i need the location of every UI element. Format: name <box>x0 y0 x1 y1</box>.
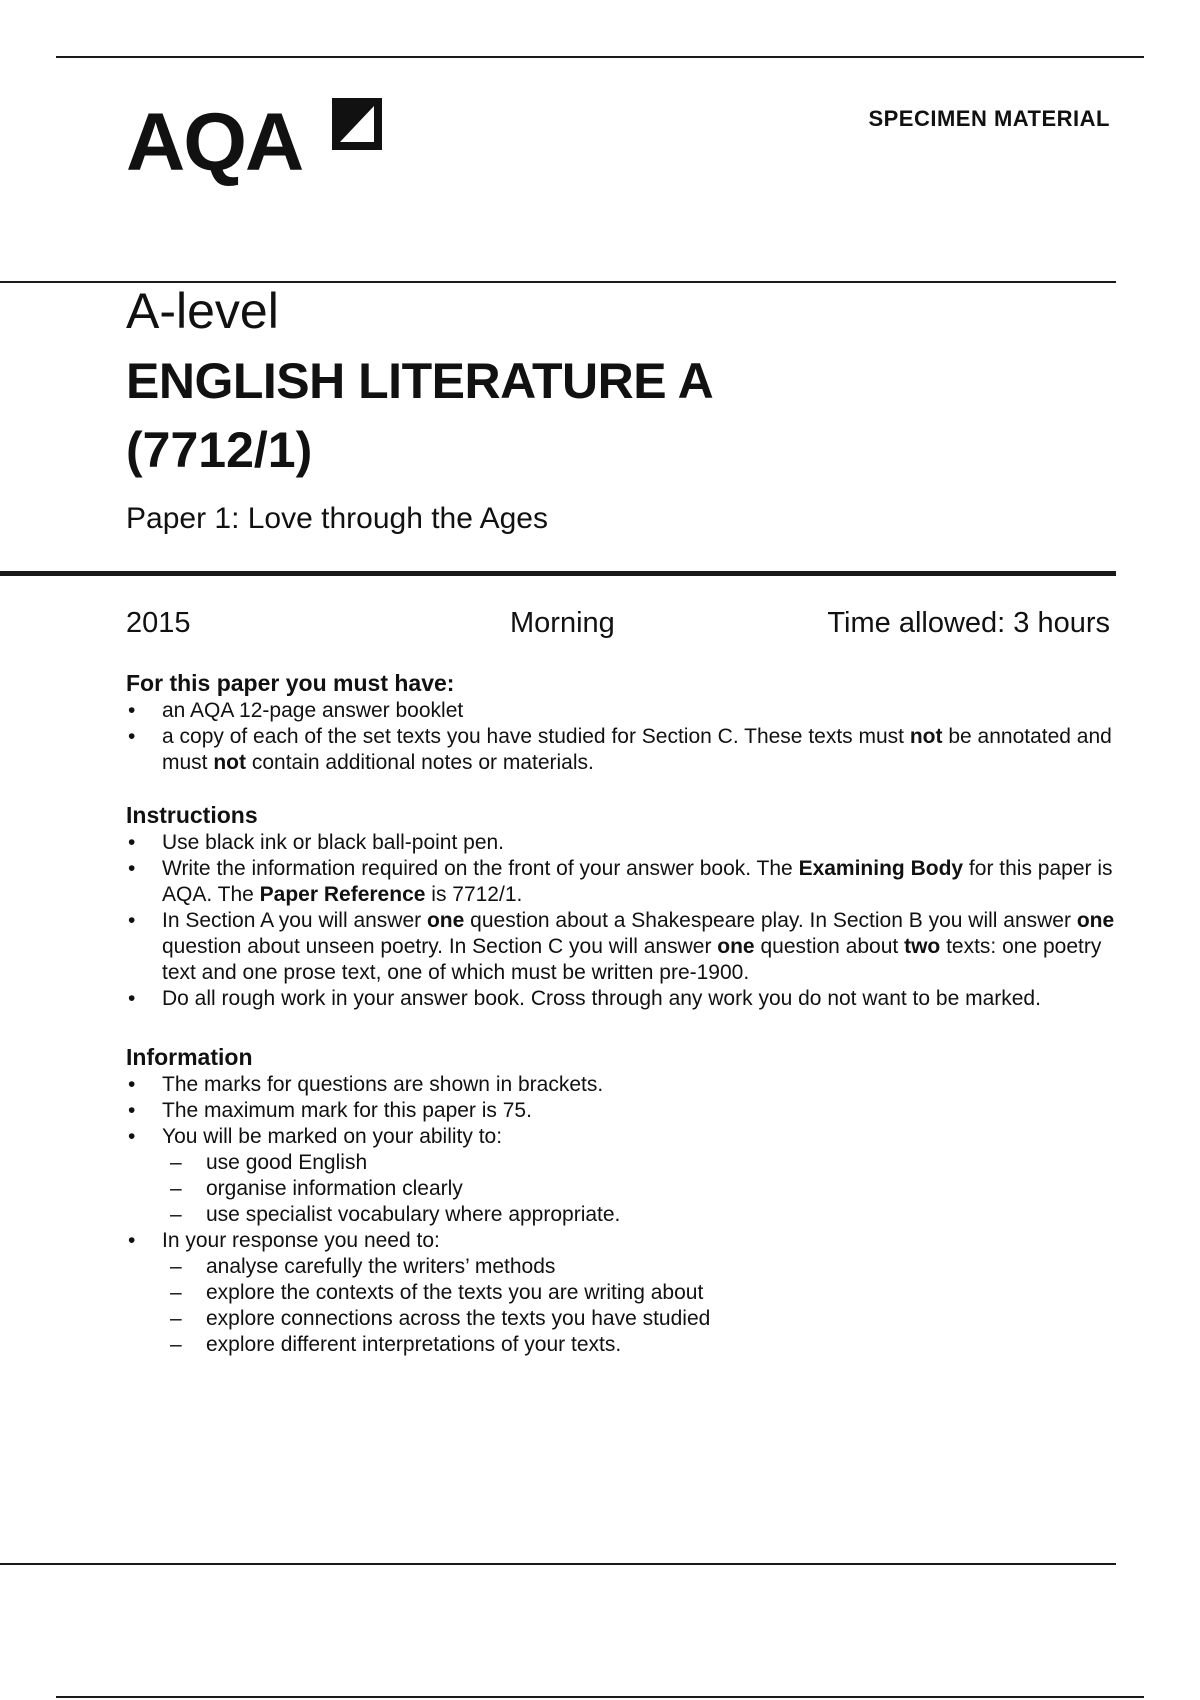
list-item: • an AQA 12-page answer booklet <box>126 698 1126 724</box>
instructions-section <box>126 802 1126 1012</box>
sub-list-item: – organise information clearly <box>126 1176 1126 1202</box>
qualification-level: A-level <box>126 283 279 339</box>
sub-list-item: – explore different interpretations of your texts. <box>126 1332 1126 1358</box>
sub-list-item: – use good English <box>126 1150 1126 1176</box>
information-heading: Information <box>126 1044 253 1070</box>
sub-list-item: – explore connections across the texts you have studied <box>126 1306 1126 1332</box>
bottom-rule <box>56 1696 1144 1698</box>
list-item: • The maximum mark for this paper is 75. <box>126 1098 1126 1124</box>
information-list <box>126 1072 1126 1358</box>
footer-rule <box>0 1563 1116 1565</box>
sub-list-item: – explore the contexts of the texts you are writing about <box>126 1280 1126 1306</box>
list-item: • a copy of each of the set texts you have studied for Section C. These texts must not be annotated and must not contain additional notes or materials. <box>126 724 1126 776</box>
logo-text: AQA <box>126 97 303 188</box>
sub-list-item: – analyse carefully the writers’ methods <box>126 1254 1126 1280</box>
title-bottom-rule <box>0 571 1116 576</box>
paper-code: (7712/1) <box>126 422 313 478</box>
paper-title: Paper 1: Love through the Ages <box>126 502 548 535</box>
must-have-heading: For this paper you must have: <box>126 670 455 696</box>
list-item: • Do all rough work in your answer book. Cross through any work you do not want to be marked. <box>126 986 1126 1012</box>
list-item: • In your response you need to: <box>126 1228 1126 1254</box>
exam-session: Morning <box>510 607 615 639</box>
list-item: • In Section A you will answer one question about a Shakespeare play. In Section B you will answer one question about unseen poetry. In Section C you will answer one question about two texts: one poetry text and one prose text, one of which must be written pre-1900. <box>126 908 1126 986</box>
top-rule <box>56 56 1144 58</box>
list-item: • The marks for questions are shown in brackets. <box>126 1072 1126 1098</box>
subject-title: ENGLISH LITERATURE A <box>126 353 714 409</box>
list-item: • Write the information required on the front of your answer book. The Examining Body for this paper is AQA. The Paper Reference is 7712/1. <box>126 856 1126 908</box>
time-allowed: Time allowed: 3 hours <box>827 607 1110 639</box>
sub-list-item: – use specialist vocabulary where appropriate. <box>126 1202 1126 1228</box>
specimen-label: SPECIMEN MATERIAL <box>868 106 1110 131</box>
instructions-heading: Instructions <box>126 802 258 828</box>
instructions-list <box>126 830 1126 1012</box>
logo-mark-icon <box>330 94 384 156</box>
must-have-section <box>126 670 1126 776</box>
must-have-list <box>126 698 1126 776</box>
exam-year: 2015 <box>126 607 191 639</box>
information-section <box>126 1044 1126 1358</box>
list-item: • You will be marked on your ability to: <box>126 1124 1126 1150</box>
list-item: • Use black ink or black ball-point pen. <box>126 830 1126 856</box>
aqa-logo <box>126 94 386 194</box>
